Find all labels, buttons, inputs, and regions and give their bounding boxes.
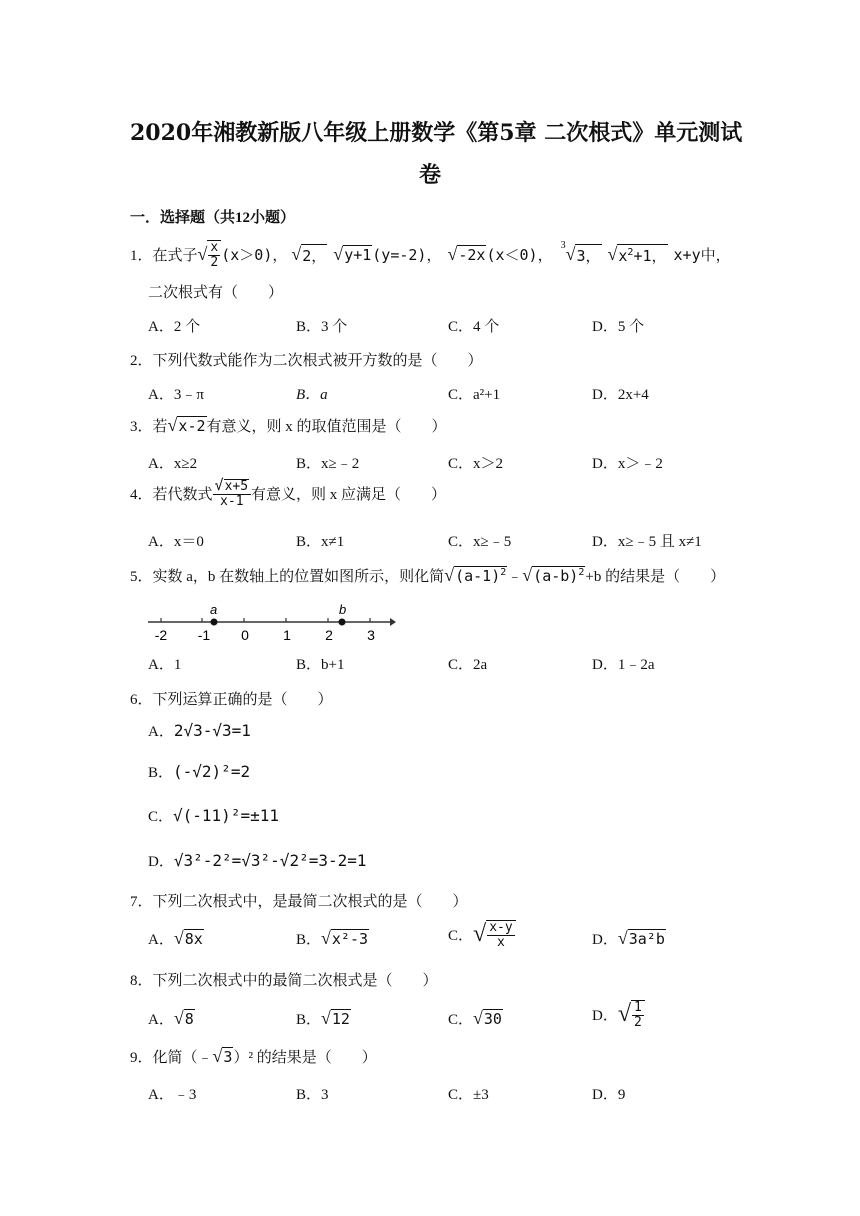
- radical-sign-icon: √: [214, 476, 224, 494]
- q3-option-d[interactable]: D．x＞﹣2: [592, 456, 663, 472]
- question-1: [130, 240, 731, 269]
- q1-option-a[interactable]: A．2 个: [148, 319, 201, 335]
- q3-radicand: x-2: [178, 417, 206, 435]
- radical-sign-icon: √: [617, 928, 628, 948]
- radical-sign-icon: √: [565, 244, 576, 265]
- question-2: [130, 349, 483, 370]
- q1-expr5: 3，: [575, 244, 601, 266]
- q8-option-a[interactable]: A． √ 8: [148, 1008, 194, 1028]
- radical-sign-icon: √: [444, 565, 455, 585]
- q8-option-d[interactable]: D． √ $\frac{1}{2}$: [592, 1000, 645, 1029]
- radical-sign-icon: √: [607, 244, 618, 265]
- q2-option-d[interactable]: D．2x+4: [592, 387, 649, 403]
- question-7: [130, 890, 468, 911]
- radical-sign-icon: √: [333, 244, 344, 265]
- section-heading: 一．选择题（共12小题）: [130, 210, 296, 226]
- tick-label: 3: [367, 627, 375, 643]
- q3-option-c[interactable]: C．x＞2: [448, 456, 504, 472]
- q7-option-b[interactable]: B． √ x²-3: [296, 928, 369, 948]
- q2-option-a[interactable]: A．3﹣π: [148, 387, 204, 403]
- q2-stem: 下列代数式能作为二次根式被开方数的是（ ）: [152, 353, 483, 369]
- radical-sign-icon: √: [173, 1008, 184, 1028]
- question-9: [130, 1046, 377, 1067]
- q6-stem: 下列运算正确的是（ ）: [152, 692, 333, 708]
- q7-option-a[interactable]: A． √ 8x: [148, 928, 203, 948]
- cube-root-index: 3: [560, 240, 566, 251]
- q1-text: 在式子: [152, 248, 198, 265]
- radical-sign-icon: √: [617, 1001, 632, 1028]
- q9-option-a[interactable]: A．﹣3: [148, 1087, 197, 1103]
- q1-expr1: (x＞0)，: [221, 246, 288, 265]
- q5-option-c[interactable]: C．2a: [448, 657, 488, 673]
- number-line-figure: [146, 600, 396, 644]
- q3-pre: 若: [152, 419, 168, 435]
- q7-option-c[interactable]: C． √ $\frac{x-y}{x}$: [448, 920, 516, 949]
- point-b: [339, 619, 346, 626]
- q5-number: 5．: [130, 569, 153, 585]
- q5-rad1: $(a-1)^2$: [455, 567, 507, 585]
- q1-expr2: 2，: [301, 244, 327, 266]
- label-a: a: [210, 602, 218, 617]
- q4-option-d[interactable]: D．x≥﹣5 且 x≠1: [592, 534, 702, 550]
- q9-post: ）² 的结果是（ ）: [233, 1050, 377, 1066]
- q8-option-c[interactable]: C． √ 30: [448, 1008, 502, 1028]
- q6-option-c[interactable]: C． √(-11)²=±11: [148, 806, 279, 825]
- radical-sign-icon: √: [522, 565, 533, 585]
- q1-expr-fraction: $\frac{x}{2}$: [207, 240, 221, 269]
- q9-radicand: 3: [223, 1048, 233, 1066]
- q2-number: 2．: [130, 353, 153, 369]
- q3-option-a[interactable]: A．x≥2: [148, 456, 198, 472]
- radical-sign-icon: √: [212, 1046, 223, 1066]
- q4-number: 4．: [130, 486, 153, 503]
- q2-option-b[interactable]: B．a: [296, 387, 328, 403]
- point-a: [211, 619, 218, 626]
- q6-option-d[interactable]: D． √3²-2²=√3²-√2²=3-2=1: [148, 851, 367, 870]
- label-b: b: [339, 602, 347, 617]
- q4-fraction: √ x+5 x-1: [213, 478, 252, 508]
- q1-line2: 二次根式有（ ）: [148, 285, 284, 301]
- q1-option-c[interactable]: C．4 个: [448, 319, 500, 335]
- question-8: [130, 969, 438, 990]
- question-6: [130, 688, 333, 709]
- radical-sign-icon: √: [167, 415, 178, 435]
- q9-option-c[interactable]: C．±3: [448, 1087, 489, 1103]
- q2-option-c[interactable]: C．a²+1: [448, 387, 501, 403]
- question-5: 5． 实数 a，b 在数轴上的位置如图所示，则化简 √ $(a-1)^2$ ﹣ √ $(a-b)^2$ +b 的结果是（ ）: [130, 565, 726, 585]
- q6-option-a[interactable]: A． 2√3-√3=1: [148, 721, 251, 740]
- radical-sign-icon: √: [173, 928, 184, 948]
- q4-option-c[interactable]: C．x≥﹣5: [448, 534, 512, 550]
- radical-sign-icon: √: [473, 921, 487, 948]
- tick-label: 2: [325, 627, 333, 643]
- q1-number: 1．: [130, 248, 153, 265]
- arrow-icon: [390, 618, 396, 626]
- document-title: 2020年湘教新版八年级上册数学《第5章 二次根式》单元测试: [130, 120, 743, 146]
- q5-option-d[interactable]: D．1﹣2a: [592, 657, 655, 673]
- q5-pre: 实数 a，b 在数轴上的位置如图所示，则化简: [152, 569, 445, 585]
- q1-option-d[interactable]: D．5 个: [592, 319, 645, 335]
- document-title-cont: 卷: [419, 162, 442, 188]
- q7-option-d[interactable]: D． √ 3a²b: [592, 928, 665, 948]
- q8-number: 8．: [130, 973, 153, 989]
- q1-expr3b: (y=-2)，: [372, 246, 442, 265]
- radical-sign-icon: √: [473, 1008, 483, 1028]
- q4-option-a[interactable]: A．x＝0: [148, 534, 204, 550]
- q9-number: 9．: [130, 1050, 153, 1066]
- q1-expr4b: (x＜0)，: [486, 246, 553, 265]
- tick-label: 1: [283, 627, 291, 643]
- q9-option-b[interactable]: B．3: [296, 1087, 329, 1103]
- tick-label: 0: [241, 627, 249, 643]
- q6-number: 6．: [130, 692, 153, 708]
- q8-option-b[interactable]: B． √ 12: [296, 1008, 350, 1028]
- q5-post: +b 的结果是（ ）: [585, 569, 726, 585]
- q4-pre: 若代数式: [152, 486, 213, 503]
- q7-stem: 下列二次根式中，是最简二次根式的是（ ）: [152, 894, 468, 910]
- q4-post: 有意义，则 x 应满足（ ）: [251, 486, 447, 503]
- radical-sign-icon: √: [447, 244, 458, 265]
- radical-sign-icon: √: [321, 1008, 331, 1028]
- tick-label: -2: [154, 627, 168, 643]
- q3-number: 3．: [130, 419, 153, 435]
- q3-option-b[interactable]: B．x≥﹣2: [296, 456, 360, 472]
- q1-option-b[interactable]: B．3 个: [296, 319, 348, 335]
- q1-expr7: x+y中，: [673, 246, 731, 265]
- q8-stem: 下列二次根式中的最简二次根式是（ ）: [152, 973, 438, 989]
- tick-label: -1: [197, 627, 211, 643]
- question-3: [130, 415, 447, 436]
- q5-rad2: $(a-b)^2$: [533, 567, 585, 585]
- q1-expr4: -2x: [458, 246, 486, 265]
- radical-sign-icon: √: [197, 244, 208, 265]
- q9-pre: 化简（﹣: [152, 1050, 213, 1066]
- question-4: [130, 478, 446, 508]
- q1-expr6: $x^2+1$，: [617, 244, 667, 266]
- q4-option-b[interactable]: B．x≠1: [296, 534, 345, 550]
- q6-option-b[interactable]: B． (-√2)²=2: [148, 762, 251, 781]
- radical-sign-icon: √: [291, 244, 302, 265]
- q5-option-b[interactable]: B．b+1: [296, 657, 345, 673]
- q7-number: 7．: [130, 894, 153, 910]
- q3-post: 有意义，则 x 的取值范围是（ ）: [206, 419, 447, 435]
- q9-option-d[interactable]: D．9: [592, 1087, 626, 1103]
- radical-sign-icon: √: [321, 928, 331, 948]
- q5-option-a[interactable]: A．1: [148, 657, 182, 673]
- q1-expr3: y+1: [344, 246, 372, 265]
